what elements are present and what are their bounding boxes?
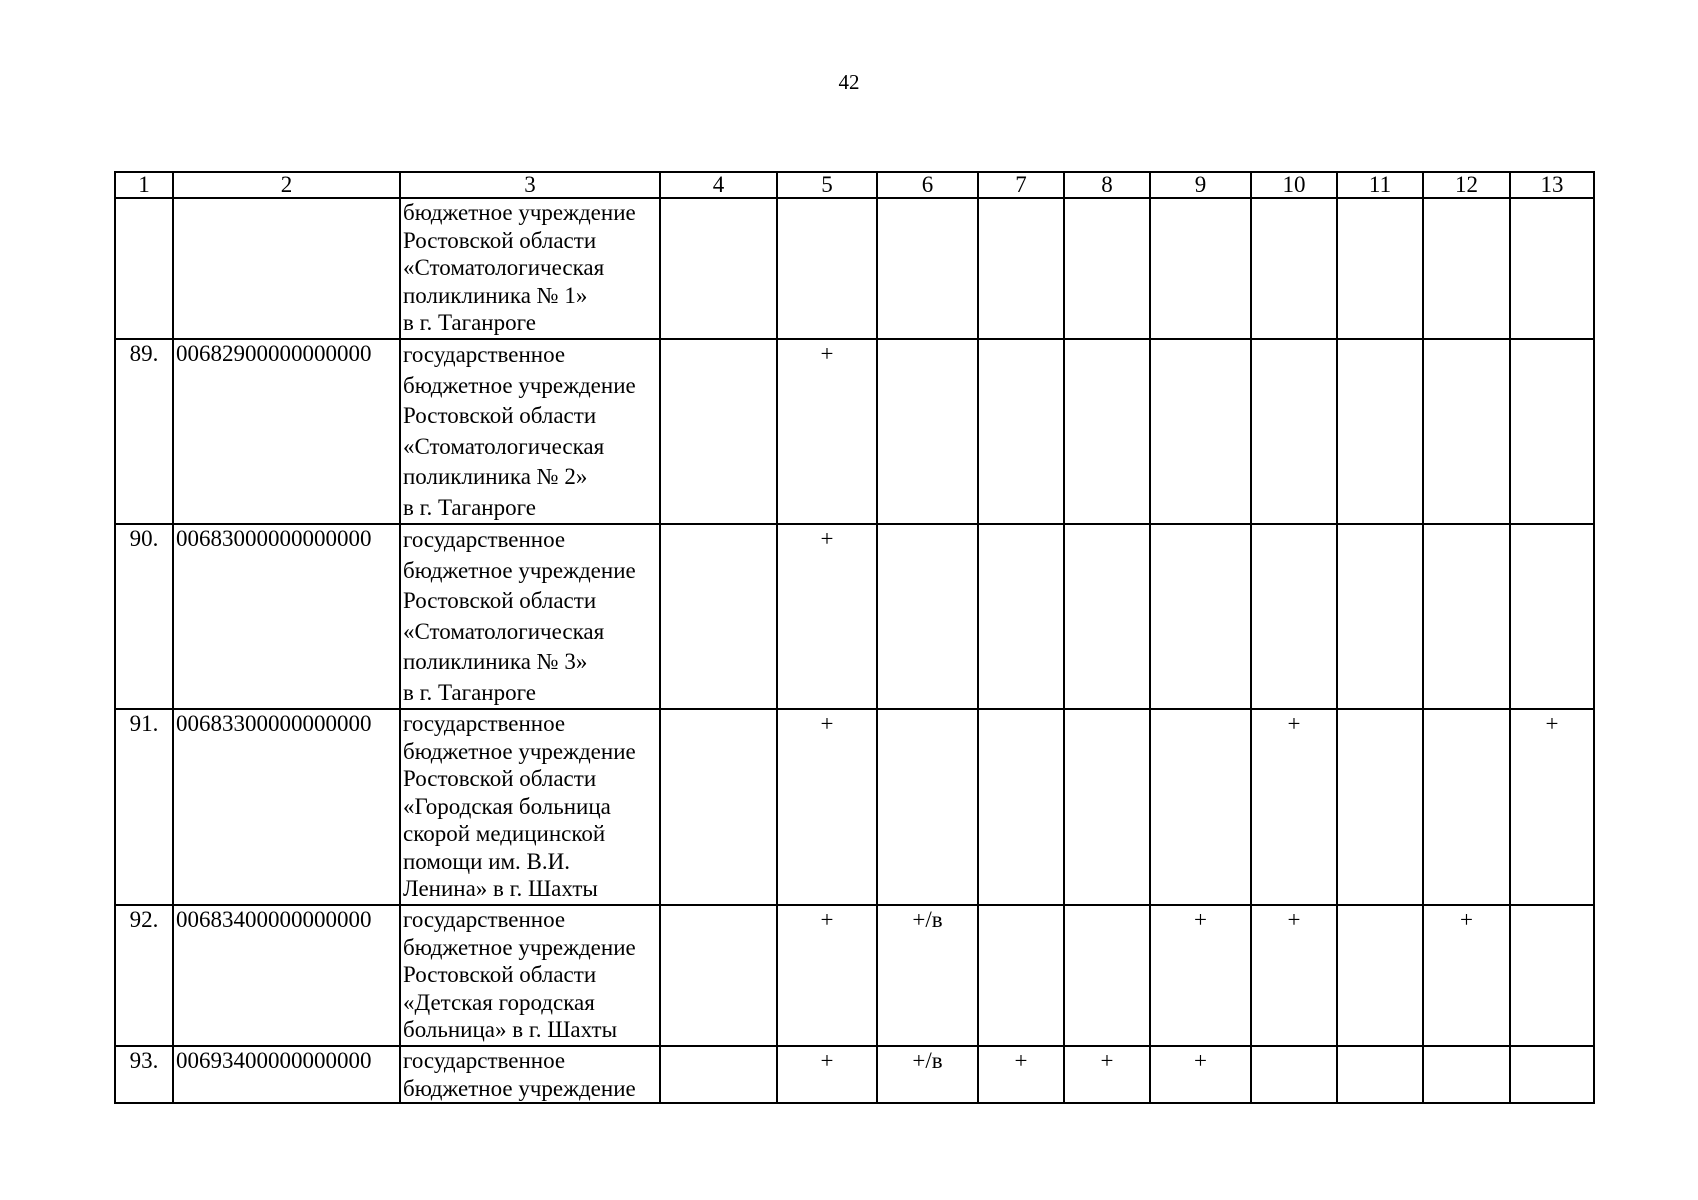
name-line: Ленина» в г. Шахты bbox=[403, 876, 598, 901]
name-line: бюджетное учреждение bbox=[403, 738, 636, 764]
mark-cell bbox=[1337, 905, 1423, 1046]
row-name bbox=[400, 905, 660, 1046]
mark-cell bbox=[1510, 1046, 1594, 1103]
name-line: Ростовской области bbox=[403, 227, 597, 253]
name-line: государственное bbox=[403, 527, 566, 552]
mark-cell bbox=[978, 198, 1064, 339]
name-line: в г. Таганроге bbox=[403, 494, 536, 520]
row-number: 89. bbox=[115, 339, 173, 524]
row-code: 00683000000000000 bbox=[173, 524, 400, 709]
mark-cell bbox=[1423, 524, 1510, 709]
name-line: «Детская городская bbox=[403, 989, 595, 1015]
name-line: поликлиника № 2» bbox=[403, 464, 588, 489]
mark-cell bbox=[1064, 709, 1150, 905]
table-header-row bbox=[115, 172, 1594, 198]
mark-cell: + bbox=[777, 339, 877, 524]
mark-cell bbox=[1337, 524, 1423, 709]
column-header: 1 bbox=[115, 172, 173, 198]
mark-cell bbox=[1337, 339, 1423, 524]
column-header: 6 bbox=[877, 172, 978, 198]
name-line: скорой медицинской bbox=[403, 821, 606, 846]
mark-cell bbox=[1510, 524, 1594, 709]
name-line: бюджетное учреждение bbox=[403, 200, 636, 225]
mark-cell bbox=[1337, 198, 1423, 339]
mark-cell: + bbox=[1423, 905, 1510, 1046]
mark-cell bbox=[1510, 339, 1594, 524]
row-number: 90. bbox=[115, 524, 173, 709]
row-number: 91. bbox=[115, 709, 173, 905]
mark-cell bbox=[978, 905, 1064, 1046]
mark-cell bbox=[1150, 709, 1251, 905]
mark-cell bbox=[1251, 198, 1337, 339]
row-name bbox=[400, 339, 660, 524]
name-line: государственное bbox=[403, 907, 566, 932]
mark-cell bbox=[660, 198, 777, 339]
name-line: в г. Таганроге bbox=[403, 310, 536, 335]
table-row bbox=[115, 1046, 1594, 1103]
mark-cell bbox=[1150, 524, 1251, 709]
mark-cell bbox=[978, 524, 1064, 709]
name-line: поликлиника № 1» bbox=[403, 282, 588, 308]
mark-cell bbox=[877, 709, 978, 905]
table-row bbox=[115, 905, 1594, 1046]
row-name bbox=[400, 1046, 660, 1103]
mark-cell bbox=[1150, 198, 1251, 339]
table-row bbox=[115, 198, 1594, 339]
mark-cell: + bbox=[777, 524, 877, 709]
name-line: поликлиника № 3» bbox=[403, 649, 588, 674]
mark-cell: + bbox=[777, 905, 877, 1046]
column-header: 3 bbox=[400, 172, 660, 198]
mark-cell bbox=[660, 905, 777, 1046]
row-code bbox=[173, 198, 400, 339]
mark-cell bbox=[1510, 905, 1594, 1046]
name-line: государственное bbox=[403, 1048, 566, 1073]
mark-cell bbox=[1510, 198, 1594, 339]
mark-cell bbox=[1423, 709, 1510, 905]
name-line: бюджетное учреждение bbox=[403, 557, 636, 583]
mark-cell bbox=[1251, 524, 1337, 709]
mark-cell bbox=[660, 524, 777, 709]
mark-cell bbox=[1064, 524, 1150, 709]
mark-cell bbox=[978, 339, 1064, 524]
name-line: государственное bbox=[403, 342, 566, 367]
table-row bbox=[115, 524, 1594, 709]
column-header: 5 bbox=[777, 172, 877, 198]
registry-table bbox=[114, 171, 1595, 1104]
mark-cell bbox=[1337, 1046, 1423, 1103]
mark-cell bbox=[660, 709, 777, 905]
row-number: 93. bbox=[115, 1046, 173, 1103]
column-header: 2 bbox=[173, 172, 400, 198]
column-header: 11 bbox=[1337, 172, 1423, 198]
mark-cell bbox=[877, 524, 978, 709]
name-line: в г. Таганроге bbox=[403, 679, 536, 705]
mark-cell bbox=[1337, 709, 1423, 905]
mark-cell: + bbox=[777, 1046, 877, 1103]
mark-cell bbox=[1251, 1046, 1337, 1103]
column-header: 13 bbox=[1510, 172, 1594, 198]
mark-cell bbox=[978, 709, 1064, 905]
mark-cell: +/в bbox=[877, 905, 978, 1046]
column-header: 12 bbox=[1423, 172, 1510, 198]
mark-cell bbox=[1064, 198, 1150, 339]
mark-cell bbox=[660, 1046, 777, 1103]
name-line: «Стоматологическая bbox=[403, 618, 605, 644]
row-code: 00682900000000000 bbox=[173, 339, 400, 524]
row-code: 00693400000000000 bbox=[173, 1046, 400, 1103]
mark-cell: + bbox=[777, 709, 877, 905]
mark-cell bbox=[877, 339, 978, 524]
table-row bbox=[115, 339, 1594, 524]
mark-cell bbox=[1423, 1046, 1510, 1103]
row-number bbox=[115, 198, 173, 339]
row-number: 92. bbox=[115, 905, 173, 1046]
mark-cell: + bbox=[1510, 709, 1594, 905]
name-line: государственное bbox=[403, 711, 566, 736]
name-line: Ростовской области bbox=[403, 403, 597, 428]
mark-cell: + bbox=[1150, 1046, 1251, 1103]
mark-cell bbox=[1064, 339, 1150, 524]
mark-cell: + bbox=[1064, 1046, 1150, 1103]
name-line: бюджетное учреждение bbox=[403, 1075, 636, 1101]
column-header: 8 bbox=[1064, 172, 1150, 198]
column-header: 10 bbox=[1251, 172, 1337, 198]
mark-cell bbox=[1423, 198, 1510, 339]
name-line: бюджетное учреждение bbox=[403, 372, 636, 398]
mark-cell bbox=[1064, 905, 1150, 1046]
table-row bbox=[115, 709, 1594, 905]
column-header: 7 bbox=[978, 172, 1064, 198]
mark-cell bbox=[877, 198, 978, 339]
name-line: больница» в г. Шахты bbox=[403, 1017, 618, 1042]
name-line: «Стоматологическая bbox=[403, 255, 605, 280]
name-line: Ростовской области bbox=[403, 962, 597, 987]
mark-cell: + bbox=[978, 1046, 1064, 1103]
name-line: Ростовской области bbox=[403, 588, 597, 613]
row-name bbox=[400, 709, 660, 905]
row-code: 00683400000000000 bbox=[173, 905, 400, 1046]
name-line: «Стоматологическая bbox=[403, 433, 605, 459]
mark-cell: + bbox=[1150, 905, 1251, 1046]
row-name bbox=[400, 198, 660, 339]
mark-cell: +/в bbox=[877, 1046, 978, 1103]
column-header: 9 bbox=[1150, 172, 1251, 198]
name-line: «Городская больница bbox=[403, 793, 611, 819]
column-header: 4 bbox=[660, 172, 777, 198]
mark-cell bbox=[1423, 339, 1510, 524]
mark-cell: + bbox=[1251, 905, 1337, 1046]
page-number: 42 bbox=[838, 70, 860, 94]
name-line: бюджетное учреждение bbox=[403, 934, 636, 960]
row-code: 00683300000000000 bbox=[173, 709, 400, 905]
mark-cell: + bbox=[1251, 709, 1337, 905]
mark-cell bbox=[1150, 339, 1251, 524]
name-line: Ростовской области bbox=[403, 766, 597, 791]
name-line: помощи им. В.И. bbox=[403, 848, 571, 874]
mark-cell bbox=[1251, 339, 1337, 524]
mark-cell bbox=[777, 198, 877, 339]
mark-cell bbox=[660, 339, 777, 524]
row-name bbox=[400, 524, 660, 709]
